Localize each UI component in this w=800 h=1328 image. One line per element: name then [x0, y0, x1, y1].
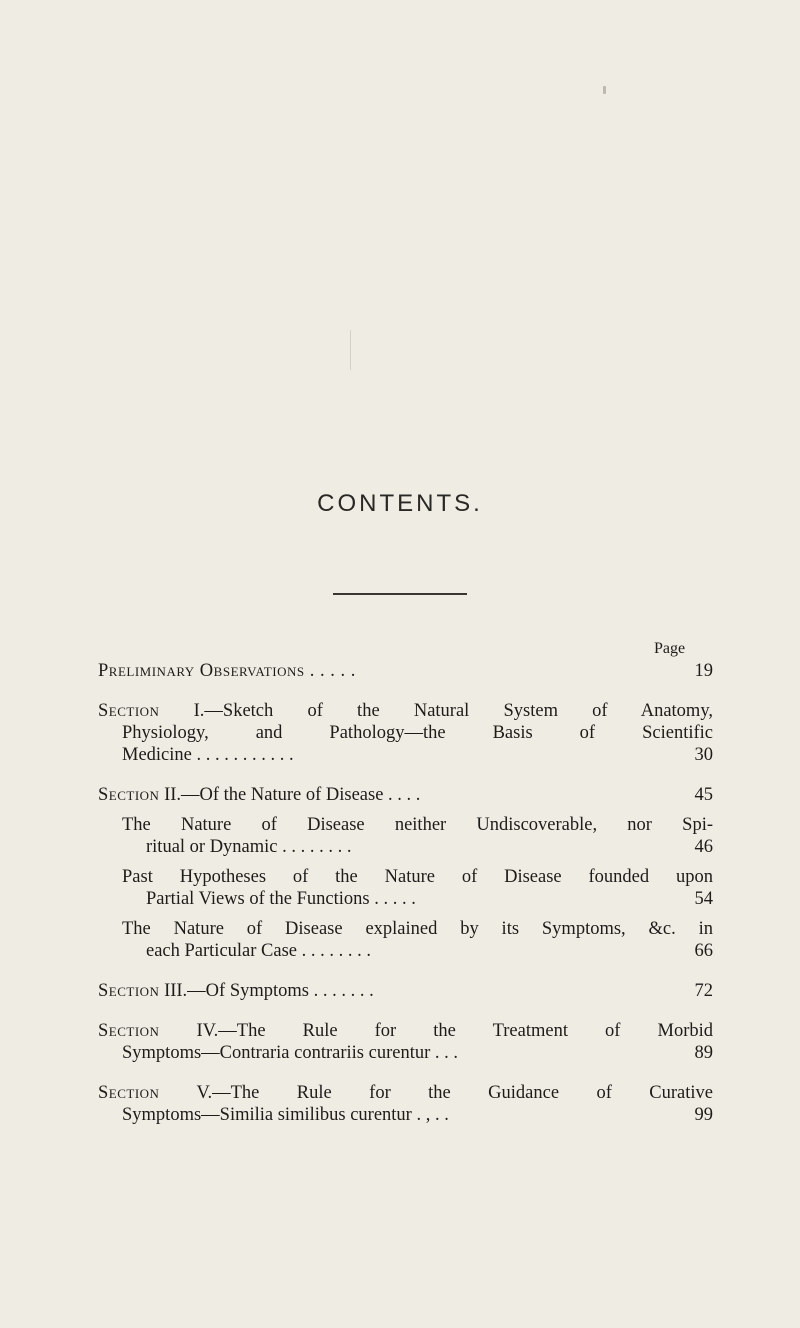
entry-line: ritual or Dynamic . . . . . . . . — [146, 837, 352, 857]
entry-line: each Particular Case . . . . . . . . — [146, 941, 372, 961]
contents-entry — [98, 660, 713, 682]
entry-page-number: 46 — [694, 837, 713, 857]
section-label: Section — [98, 981, 160, 1001]
contents-entry — [98, 1082, 713, 1126]
entry-page-number: 99 — [694, 1105, 713, 1125]
contents-list — [98, 660, 713, 1126]
entry-page-number: 54 — [694, 889, 713, 909]
section-label: Section — [98, 1083, 160, 1103]
entry-line: Symptoms—Similia similibus curentur . , . . — [122, 1105, 449, 1125]
page-column-heading: Page — [654, 640, 686, 657]
entry-page-number: 89 — [694, 1043, 713, 1063]
entry-line: Preliminary Observations . . . . . — [98, 661, 356, 681]
entry-line: Section II.—Of the Nature of Disease . . . . — [98, 785, 421, 805]
entry-page-number: 45 — [694, 785, 713, 805]
contents-entry — [98, 784, 713, 806]
entry-line: The Nature of Disease neither Undiscoverable, nor Spi- — [122, 815, 713, 835]
contents-entry — [98, 1020, 713, 1064]
contents-entry — [98, 918, 713, 962]
page-title: CONTENTS. — [317, 490, 483, 517]
entry-page-number: 19 — [694, 661, 713, 681]
paper-mark — [350, 330, 351, 370]
section-label: Section — [98, 701, 160, 721]
entry-line: Symptoms—Contraria contrariis curentur . . . — [122, 1043, 459, 1063]
entry-page-number: 66 — [694, 941, 713, 961]
contents-entry — [98, 814, 713, 858]
section-label: Section — [98, 1021, 160, 1041]
entry-line: Physiology, and Pathology—the Basis of Scientific — [122, 723, 713, 743]
entry-line: Section III.—Of Symptoms . . . . . . . — [98, 981, 374, 1001]
entry-line: Section IV.—The Rule for the Treatment of Morbid — [98, 1021, 713, 1041]
entry-line: Section V.—The Rule for the Guidance of Curative — [98, 1083, 713, 1103]
entry-page-number: 72 — [694, 981, 713, 1001]
contents-entry — [98, 866, 713, 910]
entry-line: Medicine . . . . . . . . . . . — [122, 745, 294, 765]
contents-entry — [98, 700, 713, 766]
entry-line: Partial Views of the Functions . . . . . — [146, 889, 416, 909]
section-label: Section — [98, 785, 160, 805]
paper-speck — [603, 86, 606, 94]
title-rule — [333, 593, 467, 595]
contents-entry — [98, 980, 713, 1002]
entry-line: The Nature of Disease explained by its Symptoms, &c. in — [122, 919, 713, 939]
entry-line: Section I.—Sketch of the Natural System of Anatomy, — [98, 701, 713, 721]
entry-line: Past Hypotheses of the Nature of Disease founded upon — [122, 867, 713, 887]
entry-page-number: 30 — [694, 745, 713, 765]
